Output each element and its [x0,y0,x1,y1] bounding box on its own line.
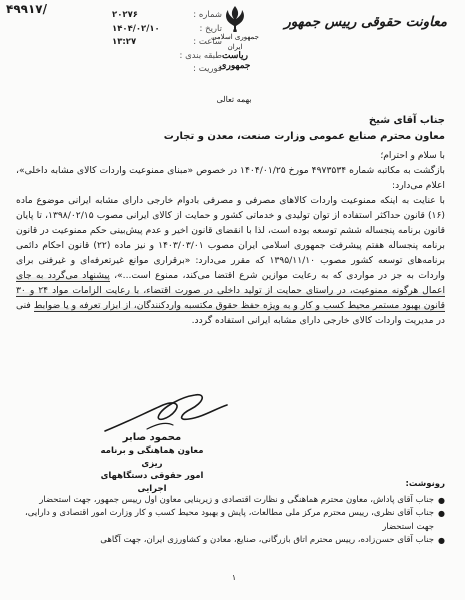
greeting: با سلام و احترام؛ [380,150,445,161]
date-label: تاریخ : [199,23,222,34]
copy-recipient [18,494,445,508]
iran-emblem-icon [222,5,248,33]
signatory-role-line-1: معاون هماهنگی و برنامه ریزی [100,446,204,469]
signatory-role-line-2: امور حقوقی دستگاههای اجرایی [100,471,204,494]
urgency-label: فوریت : [193,64,222,74]
state-emblem-block [207,5,263,71]
bismillah-heading: بهمه تعالی [216,95,252,104]
paragraph-main-tail: فنی در مدیریت واردات کالای خارجی دارای مشابه ایرانی استفاده گردد. [16,300,445,326]
copy-recipient-text: جناب آقای نظری، رییس محترم مرکز ملی مطالعات، پایش و بهبود محیط کسب و کار وزارت امور اقتصادی و دارایی، جهت استحضار [25,508,435,532]
copies-section [18,478,445,548]
paragraph-main [16,193,445,328]
date-row [112,23,222,37]
office-title: معاونت حقوقی رییس جمهور [284,14,447,30]
letter-body [16,113,445,328]
copy-recipient-text: جناب آقای پاداش، معاون محترم هماهنگی و نظارت اقتصادی و زیربنایی معاون اول رییس جمهور، جهت استحضار [39,494,435,505]
copy-recipient [18,507,445,534]
copy-recipient [18,534,445,548]
bullet-icon: ● [438,495,445,505]
emblem-line-country: جمهوری اسلامی ایران [211,33,259,51]
time-label: ساعت : [193,37,222,47]
copies-title: رونوشت: [405,479,445,489]
time-value: ۱۳:۲۷ [112,37,137,47]
bullet-icon: ● [438,536,445,545]
bullet-icon: ● [438,509,445,518]
letter-header-fields [112,9,222,77]
addressee-line-2: معاون محترم صنایع عمومی وزارت صنعت، معدن و تجارت [163,131,445,142]
signatory-name: محمود صابر [122,432,182,443]
time-row [112,36,222,50]
page-number: ۱ [231,573,237,582]
paragraph-underlined-proposal: پیشنهاد می‌گردد به جای اعمال هرگونه ممنوعیت، در راستای حمایت از تولید داخلی در صورت اقتضاء، با رعایت الزامات مواد ۲۴ و ۳۰ قانون بهبود مستمر محیط کسب و کار و به ویژه حفظ حقوق مکتسبه واردکنندگان، از ابزار تعرفه و یا ضوابط [16,270,446,311]
number-label: شماره : [193,10,222,20]
document-corner-number: ۴۹۹۱۷/ [6,2,48,16]
emblem-line-presidency: ریاست جمهوری [219,51,251,71]
number-row [112,9,222,23]
addressee-line-1: جناب آقای شیخ [368,115,445,126]
number-value: ۲۰۲۷۶ [112,10,138,20]
classification-label: طبقه بندی : [179,50,222,61]
paragraph-reference: بازگشت به مکاتبه شماره ۴۹۷۳۵۳۴ مورخ ۱۴۰۴/۰۱/۲۵ در خصوص «مبنای ممنوعیت واردات کالای مشابه داخلی»، اعلام می‌دارد: [16,165,445,191]
copy-recipient-text: جناب آقای حسن‌زاده، رییس محترم اتاق بازرگانی، صنایع، معادن و کشاورزی ایران، جهت آگاهی [100,535,435,545]
urgency-row [112,63,222,77]
date-value: ۱۴۰۴/۰۲/۱۰ [112,23,160,34]
classification-row [112,50,222,64]
paragraph-main-text: با عنایت به اینکه ممنوعیت واردات کالاهای مصرفی و مصرفی بادوام خارجی دارای مشابه ایرانی موضوع ماده (۱۶) قانون حداکثر استفاده از توان تولیدی و خدماتی کشور و حمایت از کالای ایرانی مصوب ۱۳۹۸/۰۲/۱۵، تا پایان قانون برنامه پنجساله ششم توسعه بوده است، لذا با انقضای قانون اخیر و عدم پیش‌بینی حکم ممنوعیت در قانون برنامه پنجساله هفتم پیشرفت جمهوری اسلامی ایران مصوب ۱۴۰۳/۰۳/۰۱ و نیز ماده (۲۲) قانون احکام دائمی برنامه‌های توسعه کشور مصوب ۱۳۹۵/۱۱/۱۰ که مقرر می‌دارد: «برقراری موانع غیرتعرفه‌ای و غیرفنی برای واردات به جز در مواردی که به رعایت موازین شرع اقتضا می‌کند، ممنوع است...»، [16,195,446,281]
